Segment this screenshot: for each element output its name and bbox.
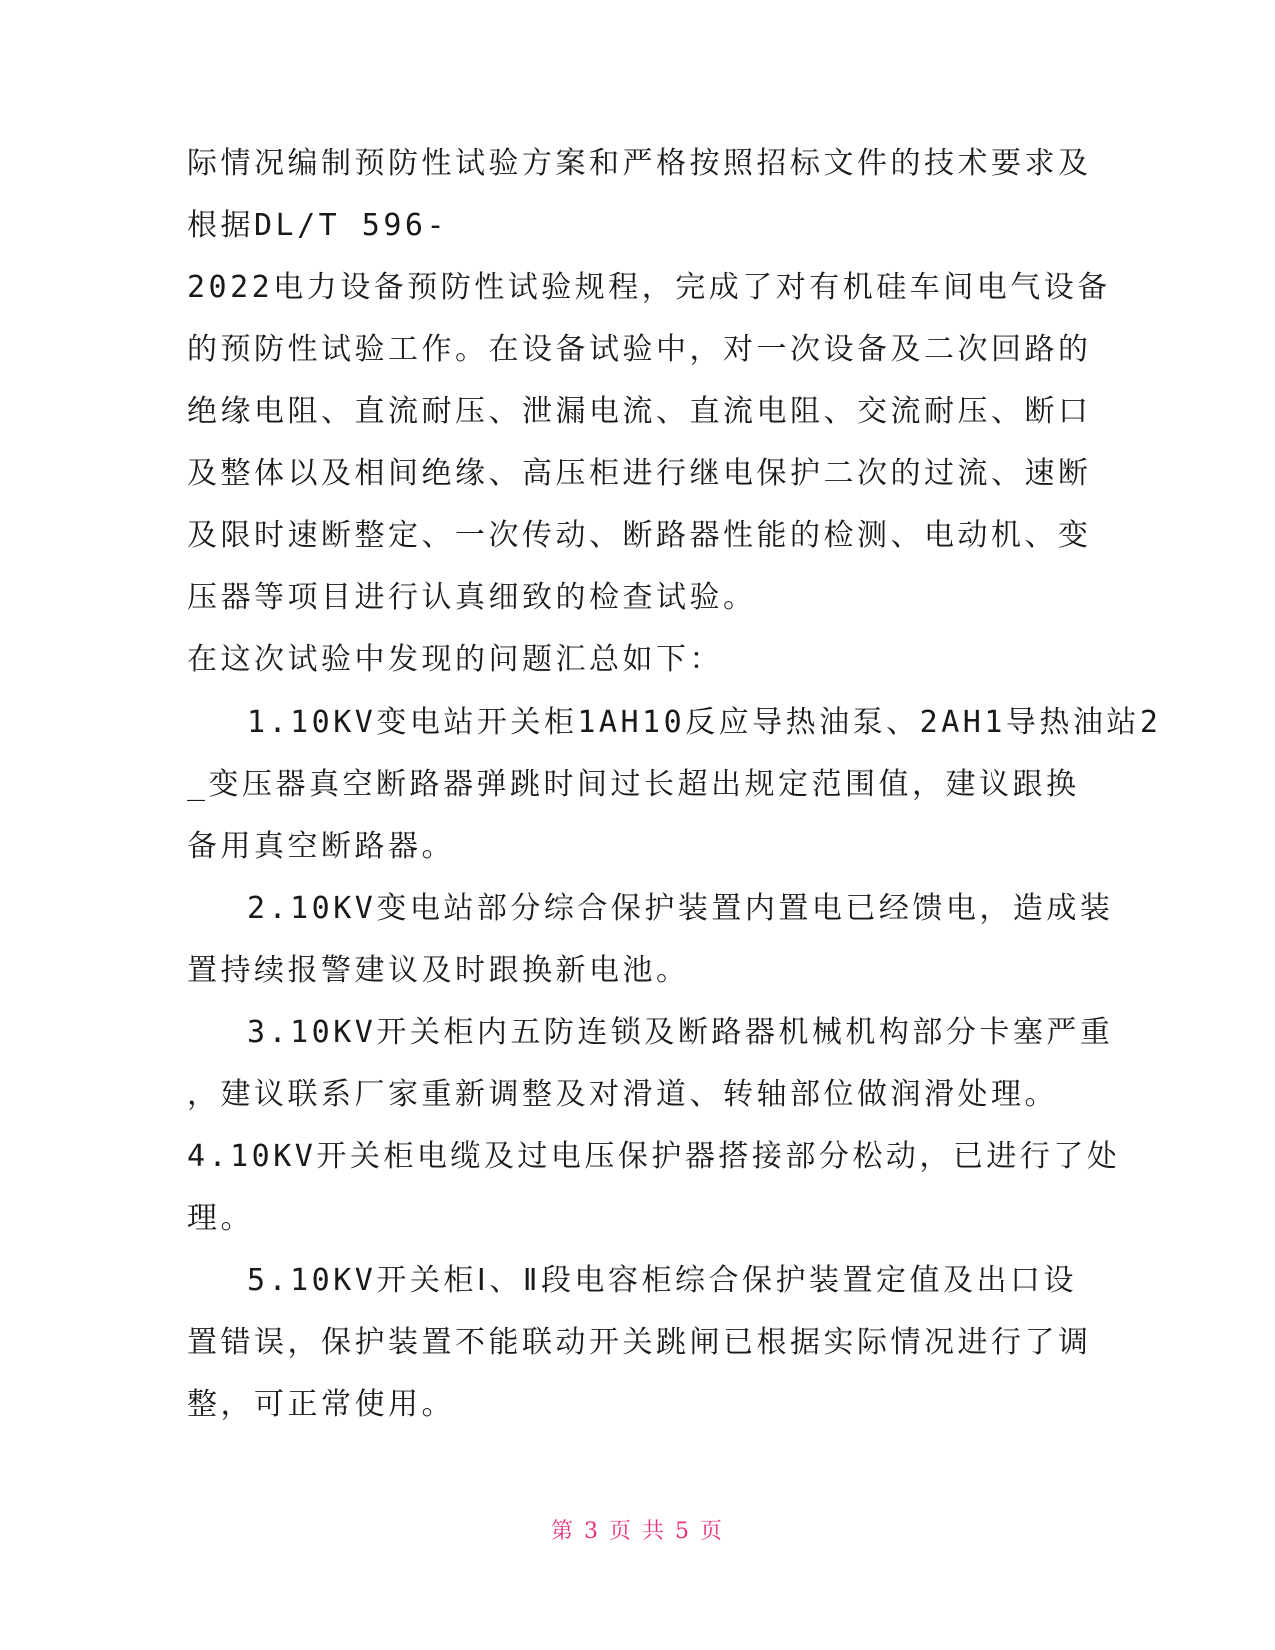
text-line: 根据DL/T 596- [187, 208, 449, 243]
list-item-4-line: 4.10KV开关柜电缆及过电压保护器搭接部分松动，已进行了处 [187, 1139, 1121, 1174]
list-item-3-line: 3.10KV开关柜内五防连锁及断路器机械机构部分卡塞严重 [247, 1015, 1114, 1050]
list-item-4-line: 理。 [187, 1201, 254, 1236]
list-item-5-line: 5.10KV开关柜Ⅰ、Ⅱ段电容柜综合保护装置定值及出口设 [247, 1263, 1077, 1298]
text-line: 际情况编制预防性试验方案和严格按照招标文件的技术要求及 [187, 146, 1092, 181]
list-item-2-line: 置持续报警建议及时跟换新电池。 [187, 953, 690, 988]
text-line: 及限时速断整定、一次传动、断路器性能的检测、电动机、变 [187, 518, 1092, 553]
list-item-5-line: 整，可正常使用。 [187, 1387, 455, 1422]
page-number-footer: 第 3 页 共 5 页 [551, 1519, 724, 1544]
list-item-1-line: 备用真空断路器。 [187, 829, 455, 864]
text-line: 在这次试验中发现的问题汇总如下： [187, 642, 723, 677]
list-item-5-line: 置错误，保护装置不能联动开关跳闸已根据实际情况进行了调 [187, 1325, 1092, 1360]
list-item-1-line: _变压器真空断路器弹跳时间过长超出规定范围值，建议跟换 [187, 767, 1080, 802]
list-item-1-line: 1.10KV变电站开关柜1AH10反应导热油泵、2AH1导热油站2 [247, 705, 1162, 740]
text-line: 压器等项目进行认真细致的检查试验。 [187, 580, 757, 615]
text-line: 及整体以及相间绝缘、高压柜进行继电保护二次的过流、速断 [187, 456, 1092, 491]
list-item-2-line: 2.10KV变电站部分综合保护装置内置电已经馈电，造成装 [247, 891, 1114, 926]
text-line: 2022电力设备预防性试验规程，完成了对有机硅车间电气设备 [187, 270, 1111, 305]
text-line: 绝缘电阻、直流耐压、泄漏电流、直流电阻、交流耐压、断口 [187, 394, 1092, 429]
text-line: 的预防性试验工作。在设备试验中，对一次设备及二次回路的 [187, 332, 1092, 367]
list-item-3-line: ，建议联系厂家重新调整及对滑道、转轴部位做润滑处理。 [187, 1077, 1058, 1112]
